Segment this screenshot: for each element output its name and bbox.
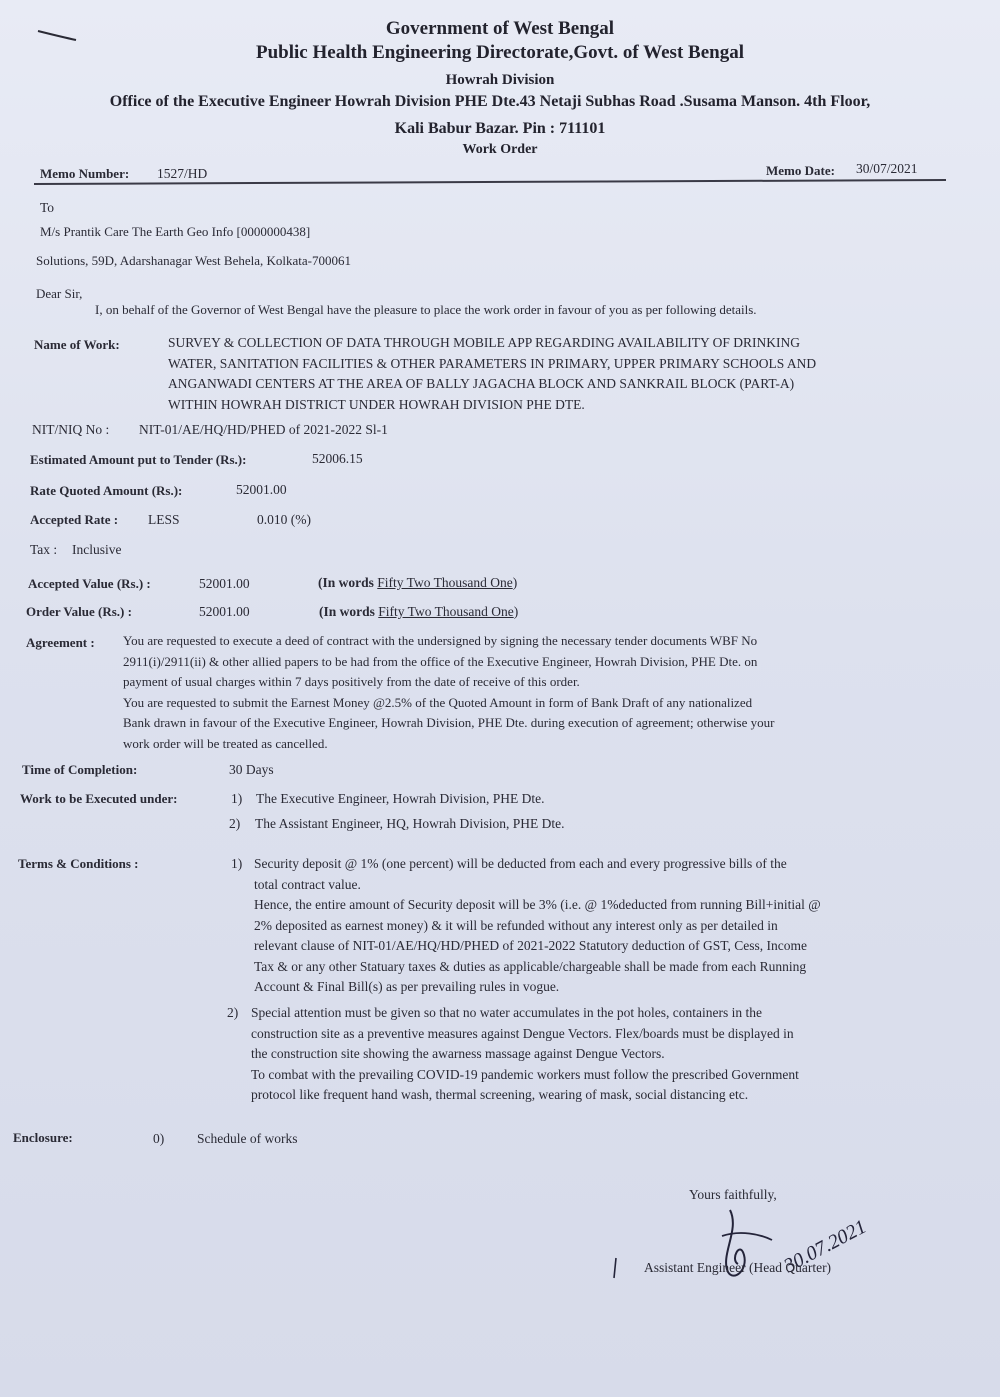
words-close: ) <box>513 604 519 619</box>
tick-mark-icon <box>610 1256 620 1280</box>
agreement-line: work order will be treated as cancelled. <box>123 735 328 751</box>
accepted-rate-type: LESS <box>148 512 180 527</box>
executed-under-item: The Executive Engineer, Howrah Division, PHE Dte. <box>256 791 545 806</box>
words-value: Fifty Two Thousand One <box>378 604 514 619</box>
order-value-label: Order Value (Rs.) : <box>26 604 132 619</box>
closing-designation: Assistant Engineer (Head Quarter) <box>644 1260 832 1275</box>
memo-number-label: Memo Number: <box>40 166 130 181</box>
accepted-value-words <box>318 575 517 591</box>
terms-item-num: 1) <box>231 856 243 871</box>
addressee-line1: M/s Prantik Care The Earth Geo Info [0000000438] <box>40 224 311 239</box>
handwritten-signature <box>700 1200 880 1290</box>
name-of-work-line: WATER, SANITATION FACILITIES & OTHER PARAMETERS IN PRIMARY, UPPER PRIMARY SCHOOLS AND <box>168 355 817 371</box>
accepted-value-label: Accepted Value (Rs.) : <box>28 576 151 591</box>
terms-line: 2% deposited as earnest money) & it will be refunded without any interest only as per detailed in <box>254 917 778 933</box>
salutation: Dear Sir, <box>36 286 83 301</box>
terms-line: Hence, the entire amount of Security deposit will be 3% (i.e. @ 1%deducted from running Bill+initial @ <box>254 897 821 912</box>
header-doc-type: Work Order <box>462 142 538 157</box>
agreement-line: 2911(i)/2911(ii) & other allied papers to be had from the office of the Executive Engineer, Howrah Division, PHE Dte. on <box>123 653 758 669</box>
terms-item-2 <box>251 1003 799 1106</box>
terms-line: relevant clause of NIT-01/AE/HQ/HD/PHED of 2021-2022 Statutory deduction of GST, Cess, Income <box>254 938 808 953</box>
words-value: Fifty Two Thousand One <box>377 575 513 590</box>
name-of-work-line: ANGANWADI CENTERS AT THE AREA OF BALLY JAGACHA BLOCK AND SANKRAIL BLOCK (PART-A) <box>168 376 795 391</box>
completion-label: Time of Completion: <box>22 762 138 777</box>
rate-quoted-value: 52001.00 <box>236 482 287 497</box>
intro-text: I, on behalf of the Governor of West Bengal have the pleasure to place the work order in favour of you as per following details. <box>95 302 757 317</box>
words-label: (In words <box>318 575 374 590</box>
agreement-line: You are requested to submit the Earnest Money @2.5% of the Quoted Amount in form of Bank Draft of any nationalized <box>123 694 753 710</box>
terms-item-1 <box>254 854 821 998</box>
memo-number-value: 1527/HD <box>157 166 208 181</box>
signature-date: 30.07.2021 <box>780 1215 871 1278</box>
enclosure-label: Enclosure: <box>13 1130 73 1145</box>
header-government: Government of West Bengal <box>385 18 615 39</box>
order-value-amount: 52001.00 <box>199 604 250 619</box>
agreement-label: Agreement : <box>26 635 95 650</box>
closing-yours: Yours faithfully, <box>689 1187 777 1202</box>
accepted-rate-value: 0.010 (%) <box>257 512 311 527</box>
completion-value: 30 Days <box>229 762 274 777</box>
nit-value: NIT-01/AE/HQ/HD/PHED of 2021-2022 Sl-1 <box>139 422 388 437</box>
enclosure-value: Schedule of works <box>197 1131 298 1146</box>
header-directorate: Public Health Engineering Directorate,Govt. of West Bengal <box>256 42 744 63</box>
estimated-label: Estimated Amount put to Tender (Rs.): <box>30 452 247 467</box>
addressee-to: To <box>40 200 55 215</box>
executed-under-num: 1) <box>231 791 243 806</box>
memo-date-label: Memo Date: <box>766 163 835 178</box>
name-of-work-label: Name of Work: <box>34 337 120 352</box>
addressee-line2: Solutions, 59D, Adarshanagar West Behela, Kolkata-700061 <box>36 253 351 268</box>
accepted-rate-label: Accepted Rate : <box>30 512 119 527</box>
terms-line: construction site as a preventive measures against Dengue Vectors. Flex/boards must be displayed in <box>251 1025 794 1041</box>
nit-label: NIT/NIQ No : <box>32 422 110 437</box>
terms-line: Special attention must be given so that no water accumulates in the pot holes, containers in the <box>251 1005 762 1020</box>
header-office-line2: Kali Babur Bazar. Pin : 711101 <box>394 120 606 137</box>
terms-line: Tax & or any other Statuary taxes & duties as applicable/chargeable shall be made from each Running <box>254 958 807 974</box>
terms-line: protocol like frequent hand wash, thermal screening, wearing of mask, social distancing etc. <box>251 1087 749 1102</box>
terms-line: Account & Final Bill(s) as per prevailing rules in vogue. <box>254 979 560 994</box>
terms-line: total contract value. <box>254 876 361 892</box>
executed-under-label: Work to be Executed under: <box>20 791 178 806</box>
terms-line: To combat with the prevailing COVID-19 pandemic workers must follow the prescribed Government <box>251 1066 799 1082</box>
name-of-work-text <box>168 333 816 415</box>
executed-under-item: The Assistant Engineer, HQ, Howrah Division, PHE Dte. <box>255 816 565 831</box>
words-close: ) <box>512 575 518 590</box>
enclosure-num: 0) <box>153 1131 165 1146</box>
estimated-value: 52006.15 <box>312 451 363 466</box>
terms-item-num: 2) <box>227 1005 239 1020</box>
header-division: Howrah Division <box>445 72 555 88</box>
terms-line: the construction site showing the awarness massage against Dengue Vectors. <box>251 1046 665 1061</box>
memo-date-value: 30/07/2021 <box>856 161 918 176</box>
agreement-line: payment of usual charges within 7 days positively from the date of receive of this order. <box>123 674 580 689</box>
terms-label: Terms & Conditions : <box>18 856 139 871</box>
header-office-line1: Office of the Executive Engineer Howrah Division PHE Dte.43 Netaji Subhas Road .Susama Manson. 4th Floor, <box>109 93 871 110</box>
executed-under-num: 2) <box>229 816 241 831</box>
name-of-work-line: SURVEY & COLLECTION OF DATA THROUGH MOBILE APP REGARDING AVAILABILITY OF DRINKING <box>168 335 800 350</box>
name-of-work-line: WITHIN HOWRAH DISTRICT UNDER HOWRAH DIVISION PHE DTE. <box>168 396 585 412</box>
agreement-text <box>123 631 774 754</box>
rate-quoted-label: Rate Quoted Amount (Rs.): <box>30 483 183 498</box>
agreement-line: You are requested to execute a deed of contract with the undersigned by signing the necessary tender documents WBF No <box>123 633 758 648</box>
terms-line: Security deposit @ 1% (one percent) will be deducted from each and every progressive bills of the <box>254 856 787 871</box>
tax-value: Inclusive <box>72 542 122 557</box>
agreement-line: Bank drawn in favour of the Executive Engineer, Howrah Division, PHE Dte. during execution of agreement; otherwise your <box>123 715 775 730</box>
order-value-words <box>319 604 518 620</box>
tax-label: Tax : <box>30 542 58 557</box>
words-label: (In words <box>319 604 375 619</box>
accepted-value-amount: 52001.00 <box>199 576 250 591</box>
